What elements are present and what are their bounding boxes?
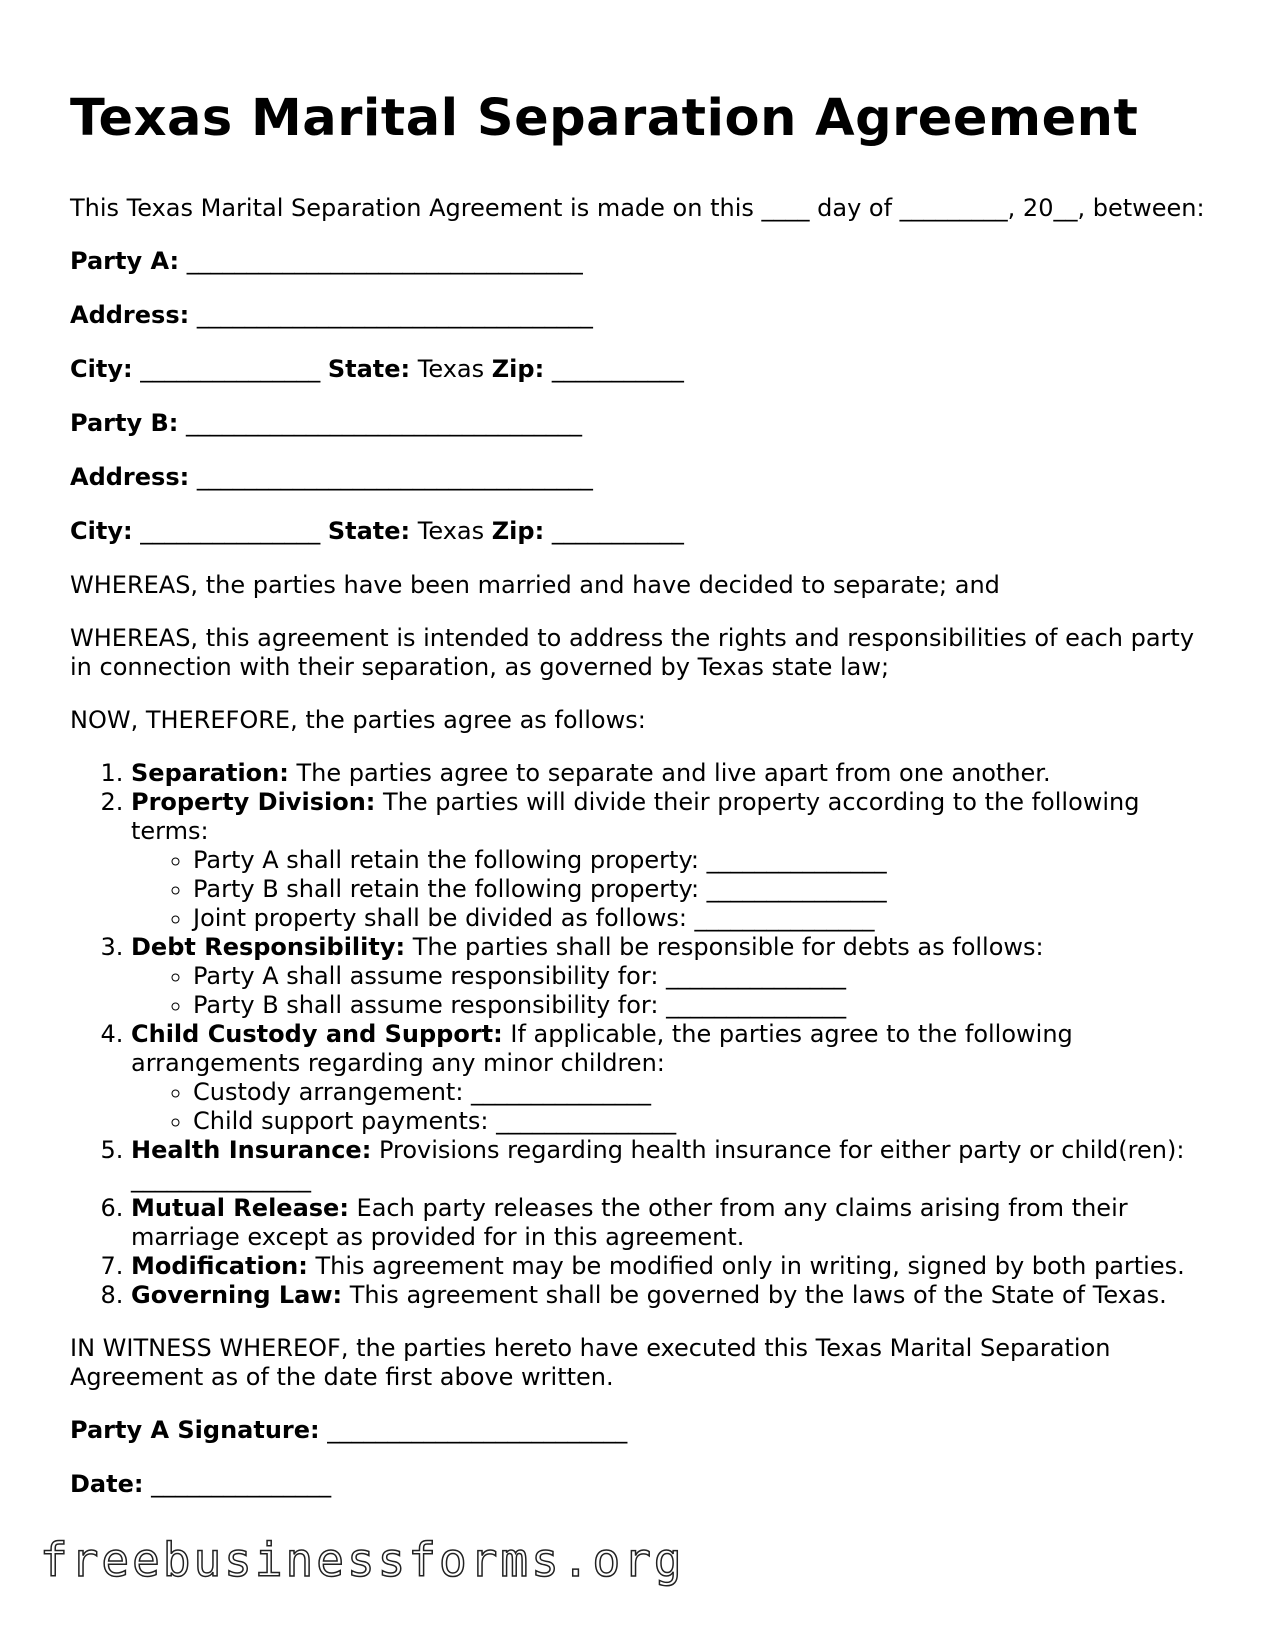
term-title: Health Insurance: [131, 1136, 372, 1164]
zip-label: Zip: [491, 517, 545, 545]
term-governing-law [131, 1281, 1210, 1310]
party-a-city-blank[interactable]: _______________ [140, 355, 321, 383]
term-modification [131, 1252, 1210, 1281]
state-label: State: [327, 355, 411, 383]
party-b-label: Party B: [70, 409, 179, 437]
party-a-blank[interactable]: _________________________________ [186, 247, 583, 275]
city-label: City: [70, 355, 133, 383]
sub-item: ◦ Party B shall retain the following property: _______________ [193, 875, 1210, 904]
party-a-address-field [70, 301, 1210, 330]
party-b-blank[interactable]: _________________________________ [185, 409, 582, 437]
term-title: Separation: [131, 759, 289, 787]
party-b-field [70, 409, 1210, 438]
term-title: Property Division: [131, 788, 376, 816]
term-title: Mutual Release: [131, 1194, 349, 1222]
document-page [70, 88, 1210, 1524]
term-text: The parties shall be responsible for debts as follows: [405, 933, 1044, 961]
term-text: This agreement shall be governed by the laws of the State of Texas. [342, 1281, 1167, 1309]
term-text: If applicable, the parties agree to the following arrangements regarding any minor children: [131, 1020, 1073, 1077]
state-label: State: [327, 517, 411, 545]
city-label: City: [70, 517, 133, 545]
terms-list [70, 759, 1210, 1310]
term-text: The parties agree to separate and live apart from one another. [288, 759, 1051, 787]
term-separation [131, 759, 1210, 788]
term-text: Each party releases the other from any claims arising from their marriage except as provided for in this agreement. [131, 1194, 1128, 1251]
address-label: Address: [70, 301, 190, 329]
term-text: The parties will divide their property according to the following terms: [131, 788, 1140, 845]
term-child-custody [131, 1020, 1210, 1136]
party-a-signature-field [70, 1416, 1210, 1445]
party-b-address-blank[interactable]: _________________________________ [196, 463, 593, 491]
witness-paragraph: IN WITNESS WHEREOF, the parties hereto have executed this Texas Marital Separation Agreement as of the date first above written. [70, 1334, 1111, 1391]
term-health-insurance [131, 1136, 1210, 1194]
term-title: Child Custody and Support: [131, 1020, 503, 1048]
sub-item: ◦ Party B shall assume responsibility for: _______________ [193, 991, 1210, 1020]
signature-blank[interactable]: _________________________ [327, 1416, 628, 1444]
term-title: Governing Law: [131, 1281, 343, 1309]
term-title: Modification: [131, 1252, 308, 1280]
state-value: Texas [417, 517, 485, 545]
date-field [70, 1470, 1210, 1499]
party-b-city-row [70, 517, 1210, 546]
sub-item: ◦ Custody arrangement: _______________ [193, 1078, 1210, 1107]
custody-sublist [131, 1078, 1210, 1136]
intro-paragraph: This Texas Marital Separation Agreement is made on this ____ day of _________, 20__, between: [70, 194, 1205, 222]
sub-item: ◦ Party A shall retain the following property: _______________ [193, 846, 1210, 875]
party-b-zip-blank[interactable]: ___________ [551, 517, 684, 545]
term-debt-responsibility [131, 933, 1210, 1020]
party-a-city-row [70, 355, 1210, 384]
date-label: Date: [70, 1470, 144, 1498]
sub-item: ◦ Joint property shall be divided as follows: _______________ [193, 904, 1210, 933]
party-a-field [70, 247, 1210, 276]
property-sublist [131, 846, 1210, 933]
party-a-zip-blank[interactable]: ___________ [551, 355, 684, 383]
party-a-address-blank[interactable]: _________________________________ [196, 301, 593, 329]
address-label: Address: [70, 463, 190, 491]
sub-item: ◦ Party A shall assume responsibility for: _______________ [193, 962, 1210, 991]
signature-label: Party A Signature: [70, 1416, 320, 1444]
document-title: Texas Marital Separation Agreement [70, 89, 1139, 148]
term-text: Provisions regarding health insurance for either party or child(ren): _______________ [131, 1136, 1185, 1193]
term-text: This agreement may be modified only in writing, signed by both parties. [307, 1252, 1185, 1280]
zip-label: Zip: [491, 355, 545, 383]
whereas-paragraph-1: WHEREAS, the parties have been married and have decided to separate; and [70, 571, 1000, 599]
term-property-division [131, 788, 1210, 933]
watermark: freebusinessforms.org [40, 1533, 685, 1587]
party-b-address-field [70, 463, 1210, 492]
whereas-paragraph-2: WHEREAS, this agreement is intended to address the rights and responsibilities of each party in connection with their separation, as governed by Texas state law; [70, 624, 1195, 681]
date-blank[interactable]: _______________ [151, 1470, 332, 1498]
debt-sublist [131, 962, 1210, 1020]
now-therefore-paragraph: NOW, THEREFORE, the parties agree as follows: [70, 706, 646, 734]
party-b-city-blank[interactable]: _______________ [140, 517, 321, 545]
term-title: Debt Responsibility: [131, 933, 406, 961]
party-a-label: Party A: [70, 247, 180, 275]
state-value: Texas [417, 355, 485, 383]
term-mutual-release [131, 1194, 1210, 1252]
sub-item: ◦ Child support payments: _______________ [193, 1107, 1210, 1136]
